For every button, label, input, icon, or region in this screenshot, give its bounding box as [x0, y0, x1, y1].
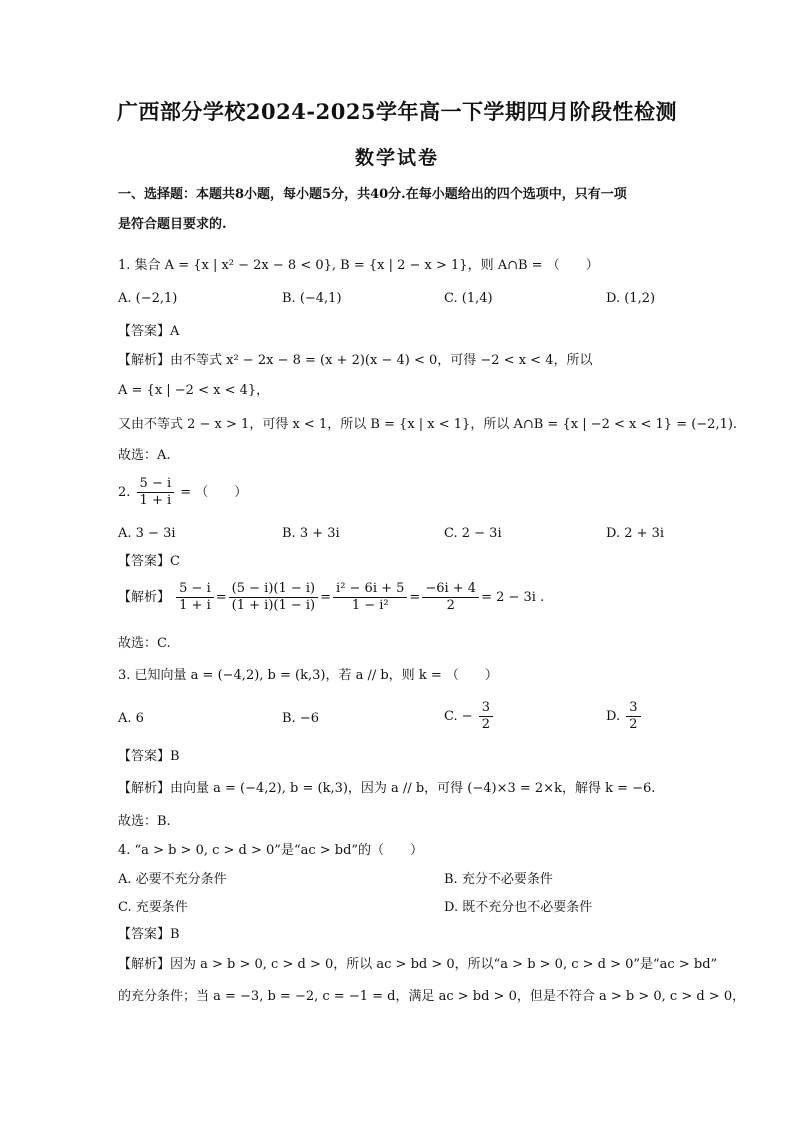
q4-analysis-line2: 的充分条件；当 a = −3, b = −2, c = −1 = d，满足 ac > bd > 0，但是不符合 a > b > 0, c > d > 0，	[118, 989, 746, 1004]
q2-analysis: 【解析】 $\frac{5 - i}{1 + i}$ = $\frac{(5 - i)(1 - i)}{(1 + i)(1 - i)}$ = $\frac{\text{i² − 6i + 5}}{\text{1 − i²}}$ = $\frac{-6i + 4}{2}$ = 2 − 3i .	[118, 581, 545, 613]
q3-answer: 【答案】B	[118, 749, 180, 764]
q1-stem: 1. 集合 A = {x | x² − 2x − 8 < 0}, B = {x | 2 − x > 1}，则 A∩B = （ ）	[118, 258, 599, 273]
q2-option-c: C. 2 − 3i	[444, 526, 502, 541]
q3-option-a: A. 6	[118, 711, 144, 726]
q2-fraction-numerator: 5 − i	[137, 476, 175, 493]
q2-step2-denominator: (1 + i)(1 − i)	[231, 598, 316, 613]
q4-answer: 【答案】B	[118, 927, 180, 942]
section-heading-line1: 一、选择题：本题共8小题，每小题5分，共40分.在每小题给出的四个选项中，只有一项	[118, 187, 627, 202]
q1-choose: 故选：A.	[118, 448, 171, 463]
q1-option-c: C. (1,4)	[444, 291, 493, 306]
q2-step3-numerator: i² − 6i + 5	[333, 581, 407, 598]
q2-step1-numerator: 5 − i	[176, 581, 214, 598]
q2-answer: 【答案】C	[118, 554, 180, 569]
q3-option-d	[606, 700, 643, 733]
q3-analysis: 【解析】由向量 a = (−4,2), b = (k,3)，因为 a // b，可得 (−4)×3 = 2×k，解得 k = −6.	[118, 781, 656, 796]
q4-analysis-line1: 【解析】因为 a > b > 0, c > d > 0，所以 ac > bd > 0，所以“a > b > 0, c > d > 0”是“ac > bd”	[118, 957, 718, 972]
q3-choose: 故选：B.	[118, 814, 171, 829]
q3-option-c-fraction	[479, 700, 493, 733]
q4-option-a: A. 必要不充分条件	[118, 872, 227, 887]
q4-option-c: C. 充要条件	[118, 900, 188, 915]
q4-option-d: D. 既不充分也不必要条件	[444, 900, 593, 915]
q1-analysis-line1: 【解析】由不等式 x² − 2x − 8 = (x + 2)(x − 4) < 0，可得 −2 < x < 4，所以	[118, 353, 593, 368]
q2-step4-denominator: 2	[446, 598, 455, 613]
q1-analysis-line3: 又由不等式 2 − x > 1，可得 x < 1，所以 B = {x | x < 1}，所以 A∩B = {x | −2 < x < 1} = (−2,1).	[118, 417, 738, 432]
q2-step4-numerator: −6i + 4	[422, 581, 479, 598]
q2-step2-fraction	[229, 581, 318, 614]
q4-stem: 4. “a > b > 0, c > d > 0”是“ac > bd”的（ ）	[118, 843, 424, 858]
q3-option-c	[444, 700, 495, 733]
q3-option-c-denominator: 2	[481, 717, 491, 732]
exam-subtitle: 数学试卷	[354, 147, 439, 169]
q3-option-d-label: D.	[606, 709, 621, 724]
q3-option-c-numerator: 3	[479, 700, 493, 717]
q2-option-a: A. 3 − 3i	[118, 526, 176, 541]
q1-option-d: D. (1,2)	[606, 291, 656, 306]
q2-result: = 2 − 3i .	[481, 590, 545, 605]
q2-choose: 故选：C.	[118, 636, 171, 651]
q2-analysis-label: 【解析】	[118, 590, 171, 605]
section-heading-line2: 是符合题目要求的.	[118, 217, 227, 232]
q1-analysis-line2: A = {x | −2 < x < 4}，	[118, 383, 270, 398]
q2-stem-tail: = （ ）	[180, 485, 248, 500]
q1-option-a: A. (−2,1)	[118, 291, 178, 306]
q1-option-b: B. (−4,1)	[282, 291, 342, 306]
q3-option-d-denominator: 2	[629, 717, 638, 732]
q2-step3-denominator: 1 − i²	[351, 598, 389, 613]
q3-stem: 3. 已知向量 a = (−4,2), b = (k,3)，若 a // b，则 k = （ ）	[118, 668, 498, 683]
q2-option-b: B. 3 + 3i	[282, 526, 340, 541]
q2-number: 2.	[118, 485, 131, 500]
q3-option-d-fraction	[626, 700, 640, 733]
exam-title: 广西部分学校2024-2025学年高一下学期四月阶段性检测	[116, 99, 678, 124]
q2-fraction-denominator: 1 + i	[139, 493, 172, 508]
q2-step3-fraction	[333, 581, 407, 614]
q2-fraction	[137, 476, 175, 509]
q3-option-b: B. −6	[282, 711, 319, 726]
q1-answer: 【答案】A	[118, 324, 180, 339]
q2-stem	[118, 476, 247, 509]
q2-step2-numerator: (5 − i)(1 − i)	[229, 581, 318, 598]
q3-option-c-label: C. −	[444, 709, 473, 724]
q2-option-d: D. 2 + 3i	[606, 526, 665, 541]
q4-option-b: B. 充分不必要条件	[444, 872, 553, 887]
q2-step4-fraction	[422, 581, 479, 614]
q2-step1-denominator: 1 + i	[179, 598, 211, 613]
q3-option-d-numerator: 3	[626, 700, 640, 717]
q2-step1-fraction	[176, 581, 214, 614]
